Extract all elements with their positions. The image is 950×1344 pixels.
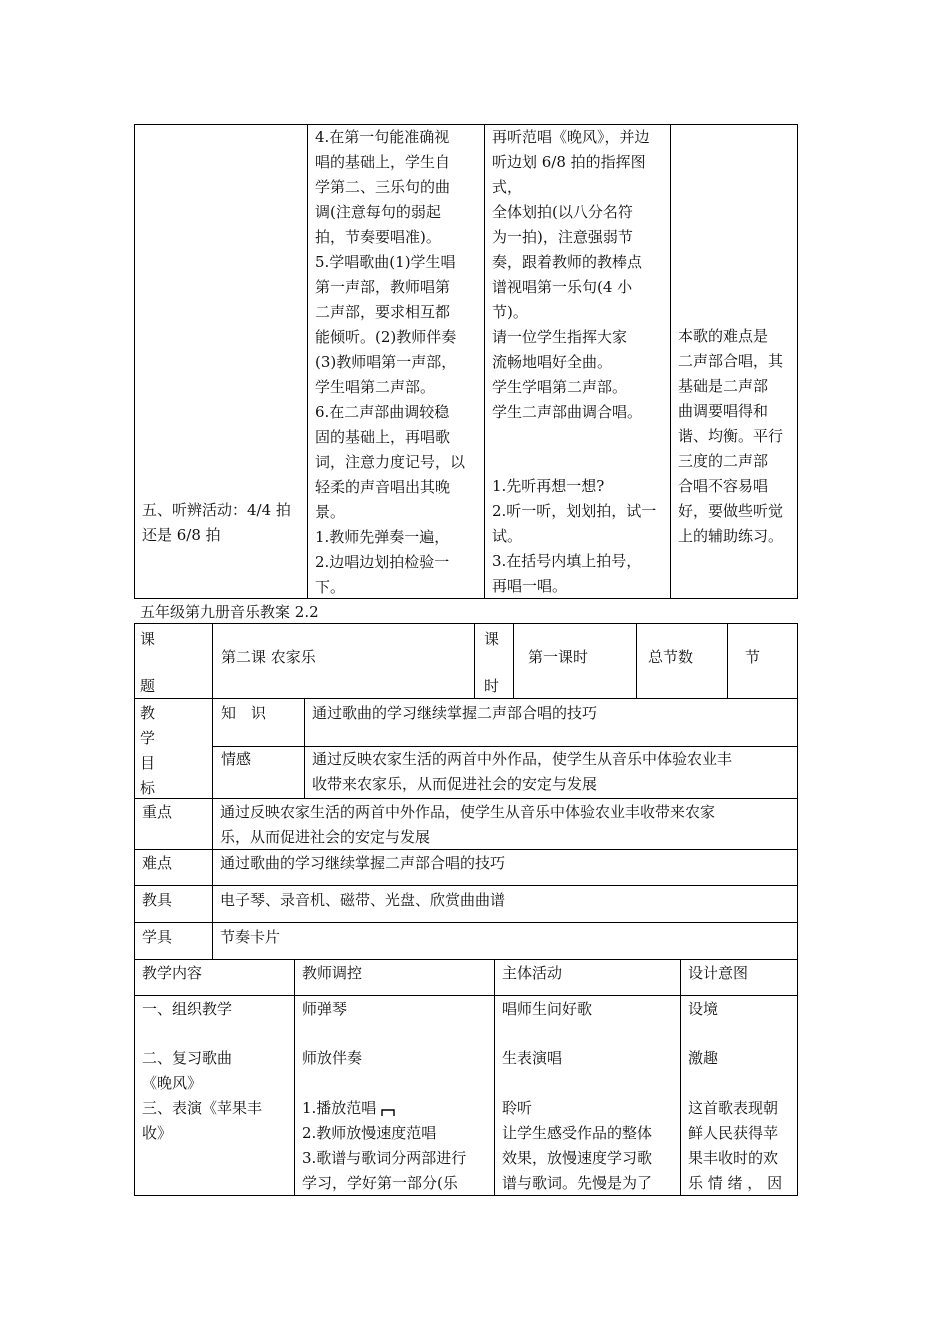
emotion-label: 情感 bbox=[221, 750, 252, 768]
row1-teacher: 师弹琴 bbox=[302, 1000, 348, 1018]
col-header-teacher: 教师调控 bbox=[302, 964, 363, 982]
row2-teacher: 师放伴奏 bbox=[302, 1049, 363, 1067]
row1-content: 一、组织教学 bbox=[142, 1000, 233, 1018]
learning-tools-value: 节奏卡片 bbox=[220, 928, 281, 946]
knowledge-label: 知 识 bbox=[221, 704, 267, 722]
keshi-label-bottom: 时 bbox=[484, 677, 500, 695]
row1-student: 唱师生问好歌 bbox=[502, 1000, 593, 1018]
key-point-label: 重点 bbox=[142, 803, 173, 821]
teaching-tools-value: 电子琴、录音机、磁带、光盘、欣赏曲曲谱 bbox=[220, 891, 506, 909]
lesson-period: 第一课时 bbox=[528, 648, 589, 666]
difficulty-value: 通过歌曲的学习继续掌握二声部合唱的技巧 bbox=[220, 854, 506, 872]
key-point-value: 通过反映农家生活的两首中外作品，使学生从音乐中体验农业丰收带来农家 乐，从而促进社会的安定与发展 bbox=[220, 803, 716, 846]
teaching-tools-label: 教具 bbox=[142, 891, 173, 909]
bracket-mark-icon bbox=[381, 1107, 395, 1117]
teaching-goals-label: 教 学 目 标 bbox=[140, 704, 156, 797]
col-header-student: 主体活动 bbox=[502, 964, 563, 982]
row3-student: 聆听 让学生感受作品的整体 效果，放慢速度学习歌 谱与歌词。先慢是为了 bbox=[502, 1099, 653, 1192]
ke-label-bottom: 题 bbox=[140, 677, 156, 695]
lesson-title: 第二课 农家乐 bbox=[221, 648, 316, 666]
row3-content: 三、表演《苹果丰 收》 bbox=[142, 1099, 263, 1142]
lesson-plan-caption: 五年级第九册音乐教案 2.2 bbox=[140, 603, 319, 621]
row2-student: 生表演唱 bbox=[502, 1049, 563, 1067]
col-header-intent: 设计意图 bbox=[688, 964, 749, 982]
top-col2-teacher-steps: 4.在第一句能准确视 唱的基础上，学生自 学第二、三乐句的曲 调(注意每句的弱起 拍，节奏要唱准)。 5.学唱歌曲(1)学生唱 第一声部，教师唱第 二声部，要求相互都 能倾听。(2)教师伴奏 (3)教师唱第一声部， 学生唱第二声部。 6.在二声部曲调较稳 固的基础上，再唱歌 词，注意力度记号，以 轻柔的声音唱出其晚 景。 1.教师先弹奏一遍， 2.边唱边划拍检验一 下。 bbox=[315, 128, 466, 596]
difficulty-label: 难点 bbox=[142, 854, 173, 872]
col-header-content: 教学内容 bbox=[142, 964, 203, 982]
row1-intent: 设境 bbox=[688, 1000, 719, 1018]
top-col3-student-activities: 再听范唱《晚风》，并边 听边划 6/8 拍的指挥图 式， 全体划拍(以八分名符 为一拍)，注意强弱节 奏，跟着教师的教棒点 谱视唱第一乐句(4 小 节)。 请一位学生指挥大家 流畅地唱好全曲。 学生学唱第二声部。 学生二声部曲调合唱。 bbox=[492, 128, 650, 421]
emotion-goal: 通过反映农家生活的两首中外作品，使学生从音乐中体验农业丰 收带来农家乐，从而促进社会的安定与发展 bbox=[312, 750, 733, 793]
top-col3-listening-tasks: 1.先听再想一想? 2.听一听，划划拍，试一 试。 3.在括号内填上拍号， 再唱一唱。 bbox=[492, 477, 657, 595]
knowledge-goal: 通过歌曲的学习继续掌握二声部合唱的技巧 bbox=[312, 704, 598, 722]
row3-intent: 这首歌表现朝 鲜人民获得苹 果丰收时的欢 乐 情 绪 ， 因 bbox=[688, 1099, 783, 1192]
sections-unit: 节 bbox=[745, 648, 761, 666]
row3-teacher: 1.播放范唱 2.教师放慢速度范唱 3.歌谱与歌词分两部进行 学习，学好第一部分(乐 bbox=[302, 1099, 467, 1192]
row2-intent: 激趣 bbox=[688, 1049, 719, 1067]
keshi-label-top: 课 bbox=[484, 630, 500, 648]
top-col4-design-intent: 本歌的难点是 二声部合唱，其 基础是二声部 曲调要唱得和 谐、均衡。平行 三度的二声部 合唱不容易唱 好，要做些听觉 上的辅助练习。 bbox=[678, 327, 784, 545]
top-col1-listening-activity: 五、听辨活动：4/4 拍 还是 6/8 拍 bbox=[142, 501, 291, 544]
learning-tools-label: 学具 bbox=[142, 928, 173, 946]
ke-label-top: 课 bbox=[140, 630, 156, 648]
row2-content: 二、复习歌曲 《晚风》 bbox=[142, 1049, 233, 1092]
total-sections-label: 总节数 bbox=[648, 648, 694, 666]
